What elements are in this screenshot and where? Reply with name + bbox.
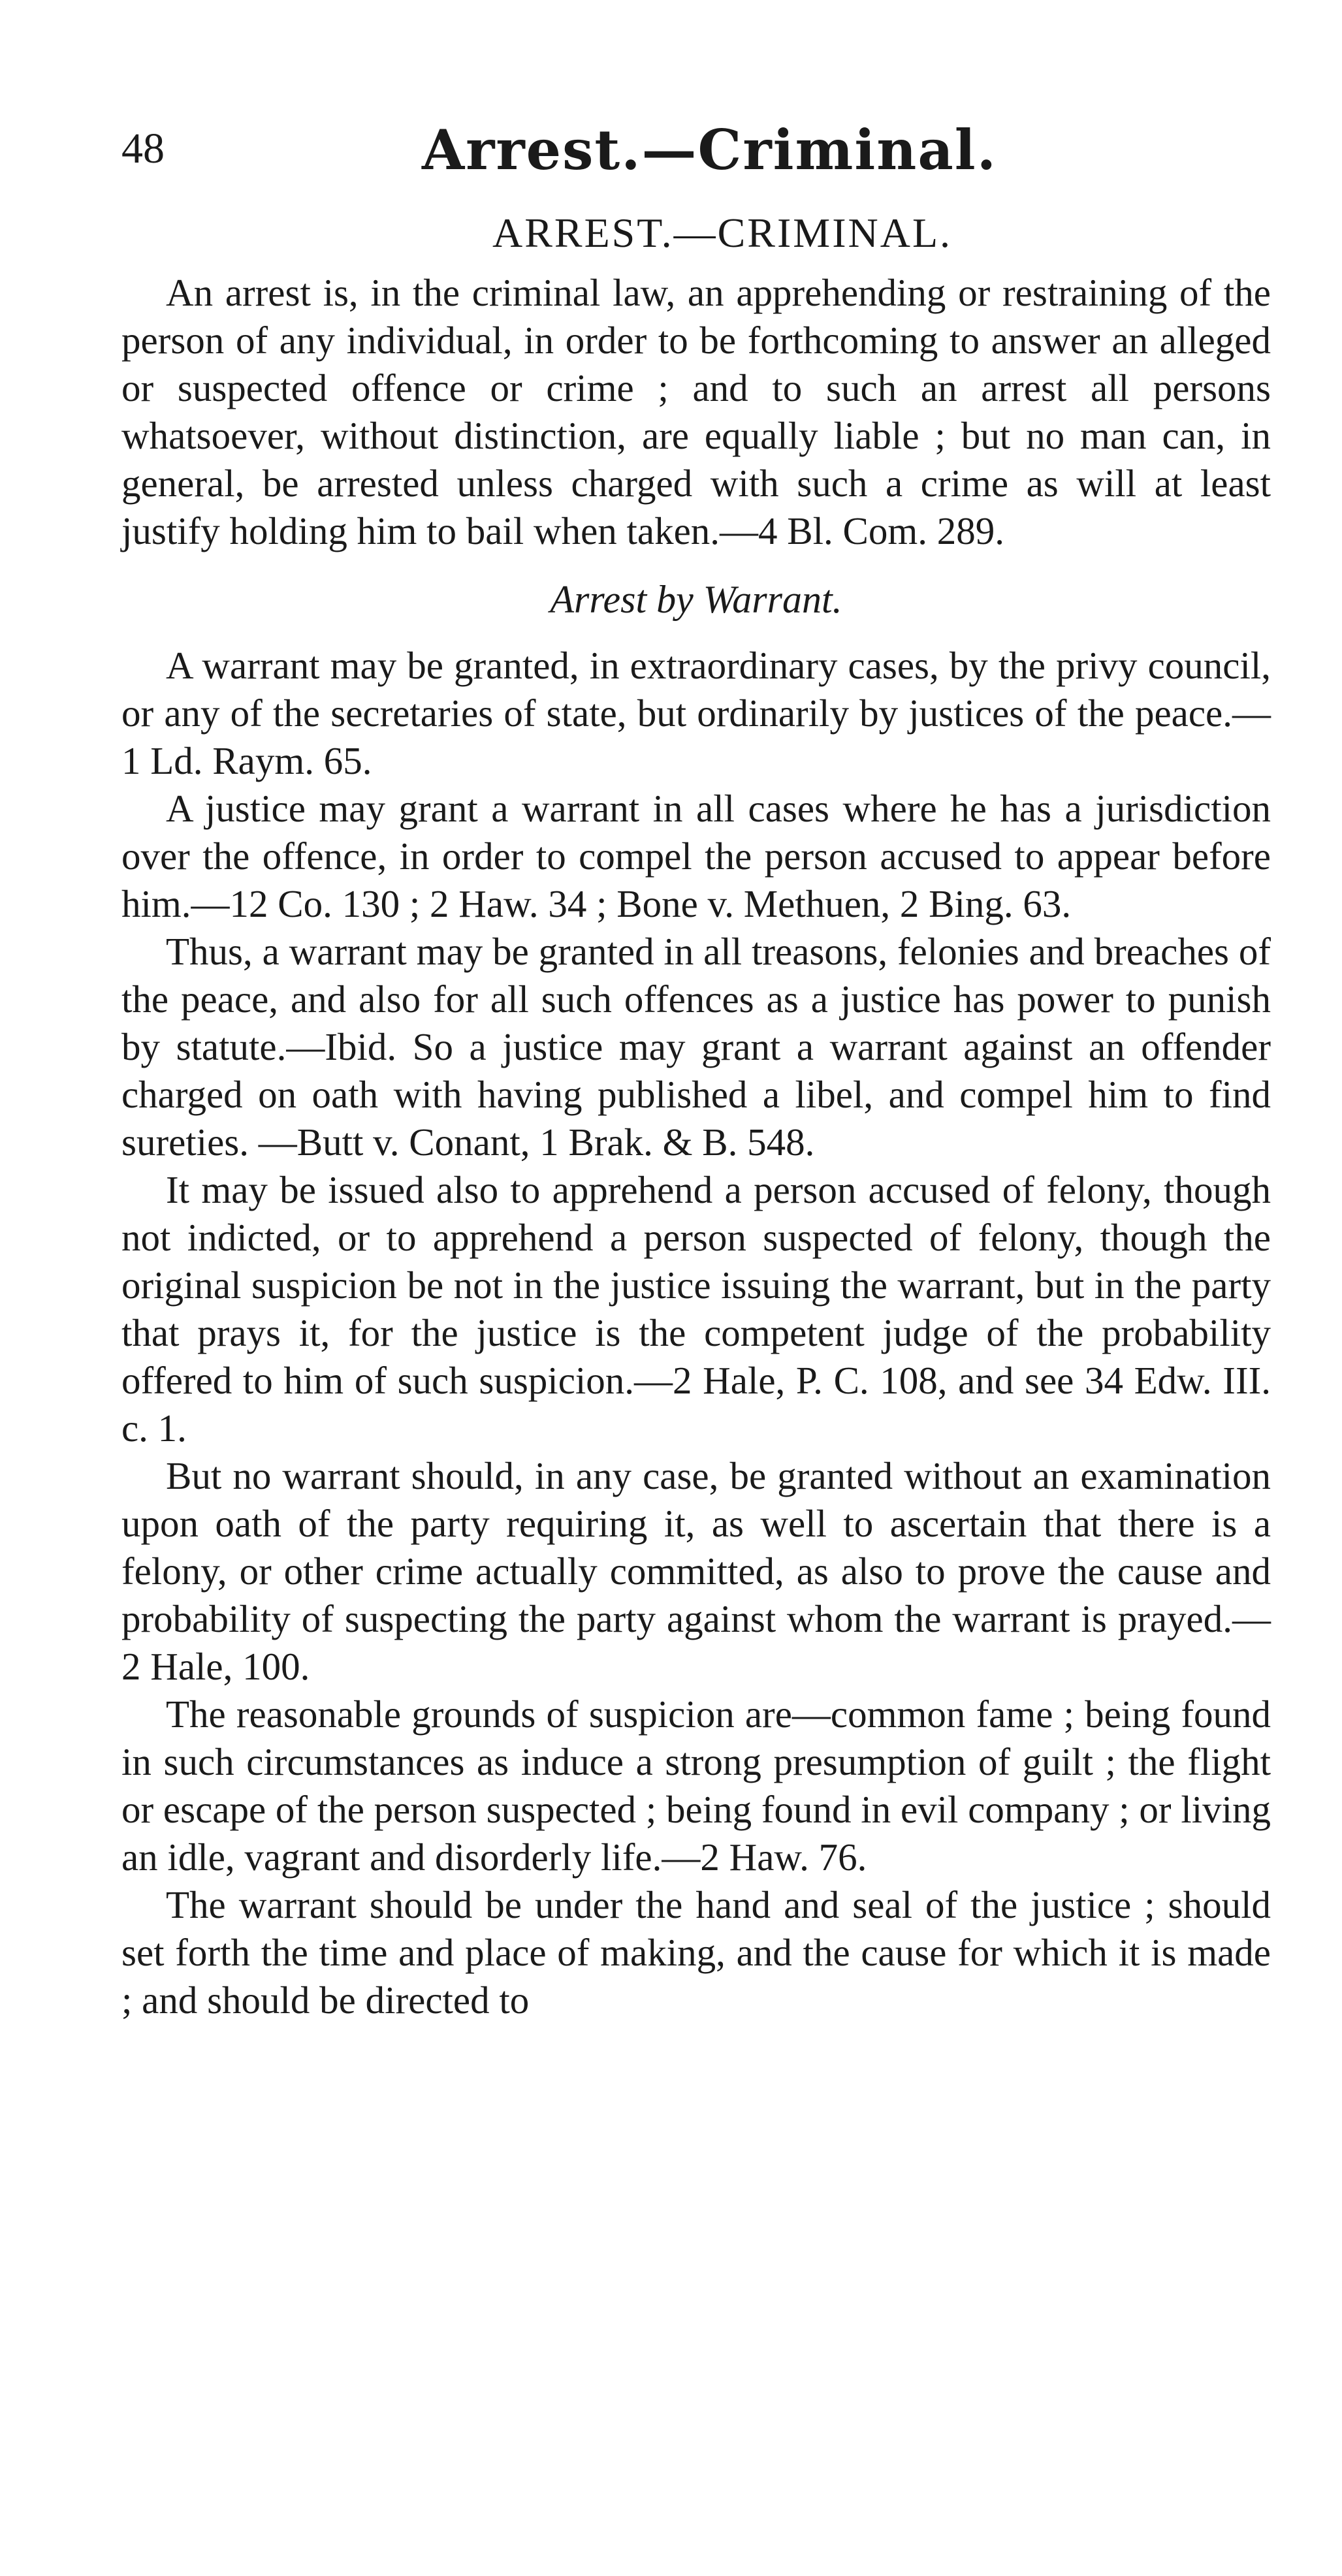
paragraph: The warrant should be under the hand and seal of the justice ; should set forth the time and place of making, and the cause for which it is made ; and should be directed to: [121, 1883, 1271, 2022]
paragraph: But no warrant should, in any case, be granted without an examination upon oath of the party requiring it, as well to ascertain that there is a felony, or other crime actually committed, as also to prove the cause and probability of suspecting the party against whom the warrant is prayed.—2 Hale, 100.: [121, 1454, 1271, 1688]
intro-paragraph: An arrest is, in the criminal law, an apprehending or restraining of the person of any individual, in order to be forthcoming to answer an alleged or suspected offence or crime ; and to such an arrest all persons whatsoever, without distinction, are equally liable ; but no man can, in general, be arrested unless charged with such a crime as will at least justify holding him to bail when taken.—4 Bl. Com. 289.: [121, 271, 1271, 552]
body-paragraphs: [121, 642, 1271, 2024]
page-number: 48: [121, 125, 165, 172]
paragraph: Thus, a warrant may be granted in all treasons, felonies and breaches of the peace, and also for all such offences as a justice has power to punish by statute.—Ibid. So a justice may grant a warrant against an offender charged on oath with having published a libel, and compel him to find sureties. —Butt v. Conant, 1 Brak. & B. 548.: [121, 930, 1271, 1164]
paragraph: A justice may grant a warrant in all cases where he has a jurisdiction over the offence, in order to compel the person accused to appear before him.—12 Co. 130 ; 2 Haw. 34 ; Bone v. Methuen, 2 Bing. 63.: [121, 787, 1271, 925]
paragraph: The reasonable grounds of suspicion are—common fame ; being found in such circumstances as induce a strong presumption of guilt ; the flight or escape of the person suspected ; being found in evil company ; or living an idle, vagrant and disorderly life.—2 Haw. 76.: [121, 1693, 1271, 1879]
section-title: ARREST.—CRIMINAL.: [492, 210, 953, 256]
paragraph: It may be issued also to apprehend a person accused of felony, though not indicted, or to apprehend a person suspected of felony, though the original suspicion be not in the justice issuing the warrant, but in the party that prays it, for the justice is the competent judge of the probability offered to him of such suspicion.—2 Hale, P. C. 108, and see 34 Edw. III. c. 1.: [121, 1168, 1271, 1450]
paragraph: A warrant may be granted, in extraordinary cases, by the privy council, or any of the secretaries of state, but ordinarily by justices of the peace.—1 Ld. Raym. 65.: [121, 644, 1271, 782]
running-head: [121, 118, 1271, 196]
intro-section: [121, 269, 1271, 555]
running-title: Arrest.—Criminal.: [422, 118, 997, 182]
book-page: [121, 118, 1271, 2024]
subheading: Arrest by Warrant.: [550, 578, 842, 621]
